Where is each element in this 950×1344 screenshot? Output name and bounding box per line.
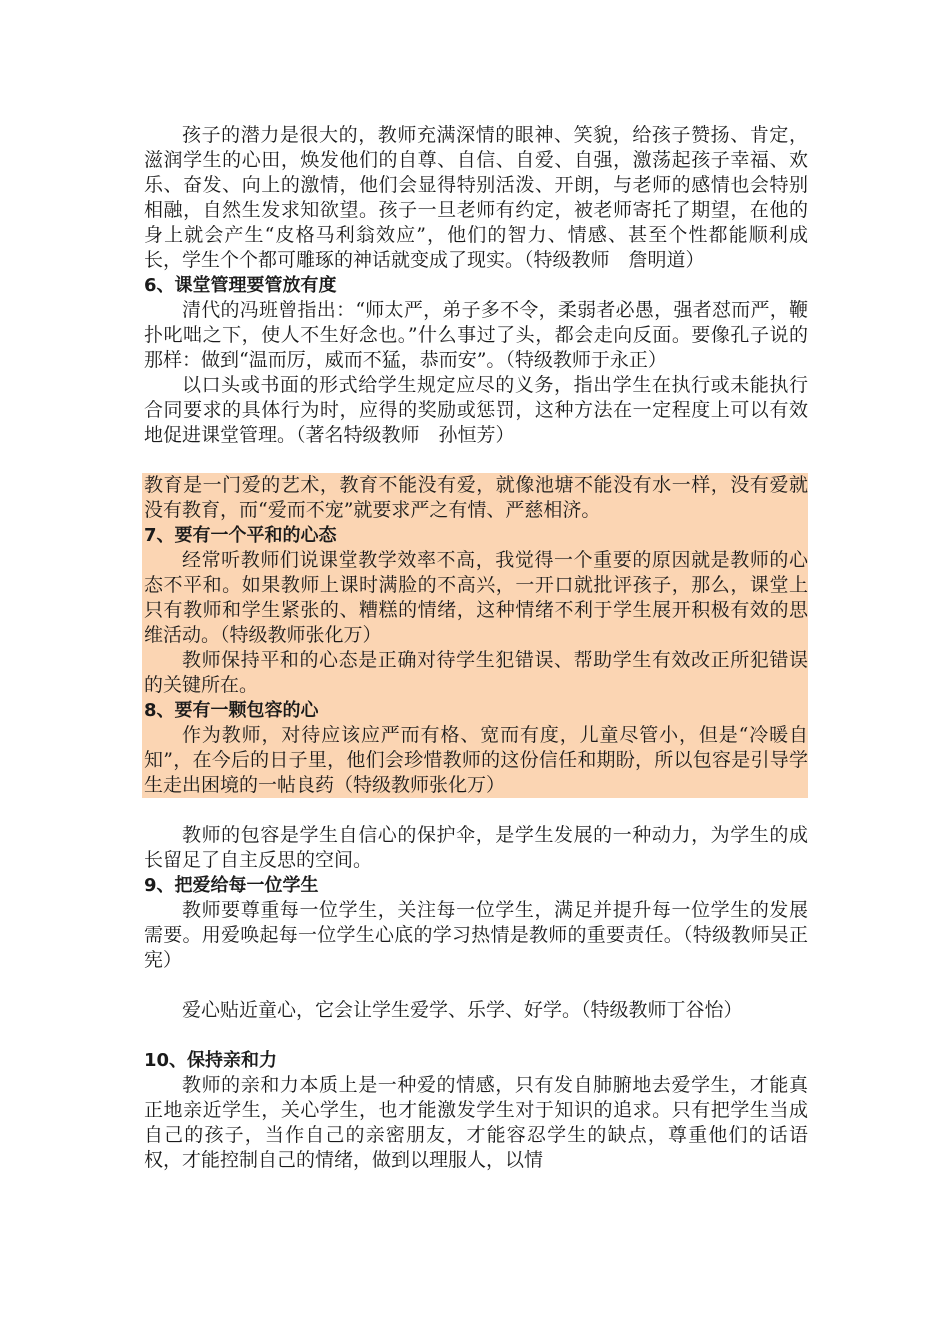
section-7-paragraph-1: 经常听教师们说课堂教学效率不高，我觉得一个重要的原因就是教师的心态不平和。如果教师上课时满脸的不高兴，一开口就批评孩子，那么，课堂上只有教师和学生紧张的、糟糕的情绪，这种情绪不利于学生展开积极有效的思维活动。（特级教师张化万） bbox=[144, 549, 808, 646]
highlight-intro-paragraph: 教育是一门爱的艺术，教育不能没有爱，就像池塘不能没有水一样，没有爱就没有教育，而“爱而不宠”就要求严之有情、严慈相济。 bbox=[144, 474, 808, 521]
section-9-heading: 9、把爱给每一位学生 bbox=[144, 875, 319, 896]
spacer bbox=[144, 1023, 808, 1048]
section-9-paragraph-2: 爱心贴近童心，它会让学生爱学、乐学、好学。（特级教师丁谷怡） bbox=[182, 999, 743, 1021]
section-8-heading: 8、要有一颗包容的心 bbox=[144, 700, 319, 721]
section-8-paragraph-2: 教师的包容是学生自信心的保护伞，是学生发展的一种动力，为学生的成长留足了自主反思的空间。 bbox=[144, 824, 808, 871]
section-8-paragraph-1: 作为教师，对待应该应严而有格、宽而有度，儿童尽管小，但是“冷暖自知”，在今后的日子里，他们会珍惜教师的这份信任和期盼，所以包容是引导学生走出困境的一帖良药（特级教师张化万） bbox=[144, 724, 808, 796]
spacer bbox=[144, 798, 808, 823]
document-page bbox=[144, 123, 808, 1173]
section-6-paragraph-2: 以口头或书面的形式给学生规定应尽的义务，指出学生在执行或未能执行合同要求的具体行为时，应得的奖励或惩罚，这种方法在一定程度上可以有效地促进课堂管理。（著名特级教师 孙恒芳） bbox=[144, 374, 808, 446]
spacer bbox=[144, 973, 808, 998]
section-7-heading: 7、要有一个平和的心态 bbox=[144, 525, 337, 546]
intro-paragraph: 孩子的潜力是很大的，教师充满深情的眼神、笑貌，给孩子赞扬、肯定，滋润学生的心田，焕发他们的自尊、自信、自爱、自强，激荡起孩子幸福、欢乐、奋发、向上的激情，他们会显得特别活泼、开朗，与老师的感情也会特别相融，自然生发求知欲望。孩子一旦老师有约定，被老师寄托了期望，在他的身上就会产生“皮格马利翁效应”，他们的智力、情感、甚至个性都能顺利成长，学生个个都可雕琢的神话就变成了现实。（特级教师 詹明道） bbox=[144, 124, 808, 271]
highlighted-block bbox=[142, 473, 808, 798]
section-6-paragraph-1: 清代的冯班曾指出：“师太严，弟子多不令，柔弱者必愚，强者怼而严，鞭扑叱咄之下，使人不生好念也。”什么事过了头，都会走向反面。要像孔子说的那样：做到“温而厉，威而不猛，恭而安”。（特级教师于永正） bbox=[144, 299, 808, 371]
section-9-paragraph-1: 教师要尊重每一位学生，关注每一位学生，满足并提升每一位学生的发展需要。用爱唤起每一位学生心底的学习热情是教师的重要责任。（特级教师吴正宪） bbox=[144, 899, 808, 971]
section-10-heading: 10、保持亲和力 bbox=[144, 1050, 278, 1071]
section-7-paragraph-2: 教师保持平和的心态是正确对待学生犯错误、帮助学生有效改正所犯错误的关键所在。 bbox=[144, 649, 808, 696]
section-6-heading: 6、课堂管理要管放有度 bbox=[144, 275, 337, 296]
section-10-paragraph-1: 教师的亲和力本质上是一种爱的情感，只有发自肺腑地去爱学生，才能真正地亲近学生，关心学生，也才能激发学生对于知识的追求。只有把学生当成自己的孩子，当作自己的亲密朋友，才能容忍学生的缺点，尊重他们的话语权，才能控制自己的情绪，做到以理服人，以情 bbox=[144, 1074, 808, 1171]
spacer bbox=[144, 448, 808, 473]
